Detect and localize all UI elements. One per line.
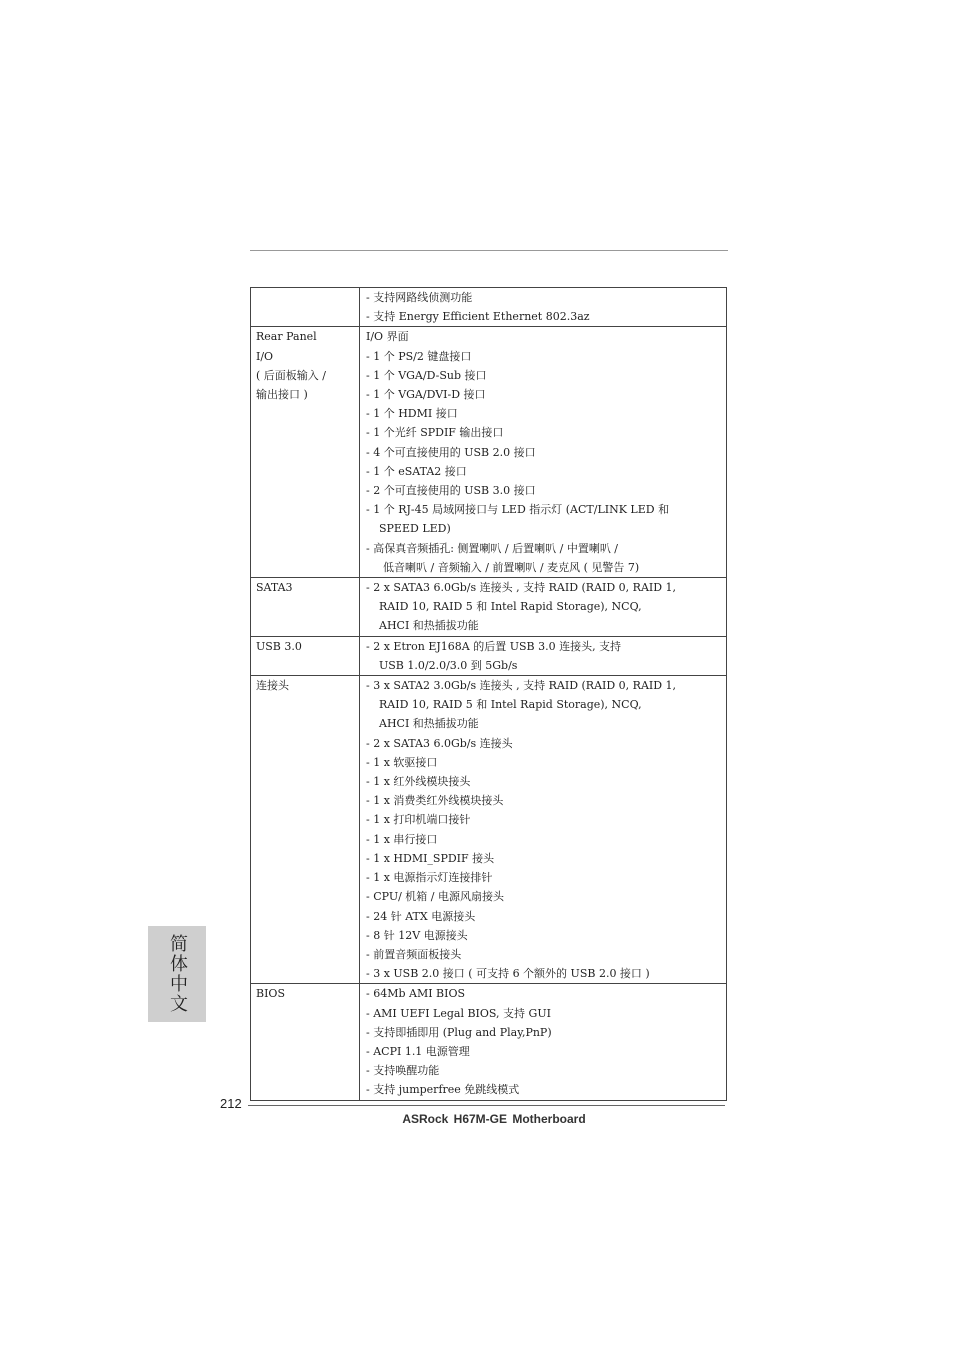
spec-item: - 1 个光纤 SPDIF 输出接口: [366, 426, 504, 440]
spec-items: [360, 327, 727, 578]
spec-item: RAID 10, RAID 5 和 Intel Rapid Storage), NCQ,: [379, 698, 642, 712]
spec-items: [360, 984, 727, 1100]
page-number: 212: [220, 1096, 242, 1111]
spec-table: [250, 287, 727, 1101]
spec-item: USB 1.0/2.0/3.0 到 5Gb/s: [379, 658, 518, 672]
spec-item: AHCI 和热插拔功能: [379, 717, 479, 731]
spec-item: AHCI 和热插拔功能: [379, 619, 479, 633]
spec-item: - 支持 Energy Efficient Ethernet 802.3az: [366, 310, 590, 324]
spec-item: - 1 x 消费类红外线模块接头: [366, 794, 504, 808]
spec-item: RAID 10, RAID 5 和 Intel Rapid Storage), NCQ,: [379, 600, 642, 614]
spec-item: - 24 针 ATX 电源接头: [366, 909, 476, 923]
spec-item: - 3 x USB 2.0 接口 ( 可支持 6 个额外的 USB 2.0 接口 ): [366, 967, 650, 981]
spec-label: Rear Panel I/O ( 后面板输入 / 输出接口 ): [251, 327, 360, 578]
spec-item: - ACPI 1.1 电源管理: [366, 1044, 470, 1058]
top-rule: [250, 250, 728, 251]
spec-item: - 4 个可直接使用的 USB 2.0 接口: [366, 445, 536, 459]
spec-item: - 2 x Etron EJ168A 的后置 USB 3.0 连接头, 支持: [366, 639, 622, 653]
spec-item: - 2 个可直接使用的 USB 3.0 接口: [366, 484, 536, 498]
spec-item: - 支持网路线侦测功能: [366, 291, 473, 304]
spec-item: - 3 x SATA2 3.0Gb/s 连接头 , 支持 RAID (RAID 0, RAID 1,: [366, 679, 677, 693]
spec-items: [360, 288, 727, 327]
spec-label: SATA3: [251, 578, 360, 637]
spec-items: [360, 578, 727, 637]
spec-item: - 1 x 软驱接口: [366, 755, 438, 769]
footer-title: ASRock H67M-GE Motherboard: [402, 1112, 586, 1126]
spec-item: - 支持唤醒功能: [366, 1064, 440, 1078]
spec-item: - 1 个 VGA/D-Sub 接口: [366, 368, 487, 382]
spec-item: - 1 x 电源指示灯连接排针: [366, 871, 493, 885]
spec-item: - 2 x SATA3 6.0Gb/s 连接头 , 支持 RAID (RAID 0, RAID 1,: [366, 581, 677, 595]
spec-item: - 64Mb AMI BIOS: [366, 987, 466, 1001]
spec-row: [251, 578, 727, 637]
language-side-tab: [148, 926, 206, 1022]
spec-table-body: [251, 288, 727, 1101]
spec-row: [251, 288, 727, 327]
spec-label: BIOS: [251, 984, 360, 1100]
spec-item: - 1 个 HDMI 接口: [366, 407, 458, 421]
spec-item: - CPU/ 机箱 / 电源风扇接头: [366, 890, 505, 904]
spec-items: [360, 676, 727, 984]
spec-item: - 1 个 eSATA2 接口: [366, 464, 467, 478]
spec-item: - 1 x 打印机端口接针: [366, 813, 471, 827]
spec-item: - 支持即插即用 (Plug and Play,PnP): [366, 1025, 552, 1039]
spec-label: [251, 288, 360, 327]
spec-item: - 1 x 串行接口: [366, 832, 438, 846]
spec-item: - 前置音频面板接头: [366, 947, 462, 961]
spec-item: - 8 针 12V 电源接头: [366, 928, 468, 942]
spec-items: [360, 636, 727, 675]
spec-item: - 支持 jumperfree 免跳线模式: [366, 1083, 520, 1097]
spec-row: [251, 676, 727, 984]
spec-label: USB 3.0: [251, 636, 360, 675]
spec-row: [251, 636, 727, 675]
spec-item: - 1 x 红外线模块接头: [366, 775, 471, 789]
spec-item: 低音喇叭 / 音频输入 / 前置喇叭 / 麦克风 ( 见警告 7): [383, 560, 640, 574]
spec-item: I/O 界面: [366, 330, 409, 344]
spec-item: - 1 个 RJ-45 局域网接口与 LED 指示灯 (ACT/LINK LED 和: [366, 503, 670, 517]
spec-item: - AMI UEFI Legal BIOS, 支持 GUI: [366, 1006, 551, 1020]
spec-row: [251, 327, 727, 578]
spec-row: [251, 984, 727, 1100]
spec-item: SPEED LED): [379, 522, 451, 536]
spec-label: 连接头: [251, 676, 360, 984]
spec-item: - 2 x SATA3 6.0Gb/s 连接头: [366, 736, 513, 750]
spec-item: - 1 x HDMI_SPDIF 接头: [366, 851, 495, 865]
language-label: 简体中文: [167, 934, 188, 1014]
spec-item: - 1 个 PS/2 键盘接口: [366, 349, 472, 363]
spec-item: - 1 个 VGA/DVI-D 接口: [366, 388, 486, 402]
spec-item: - 高保真音频插孔: 侧置喇叭 / 后置喇叭 / 中置喇叭 /: [366, 541, 619, 555]
bottom-rule: [248, 1105, 725, 1106]
